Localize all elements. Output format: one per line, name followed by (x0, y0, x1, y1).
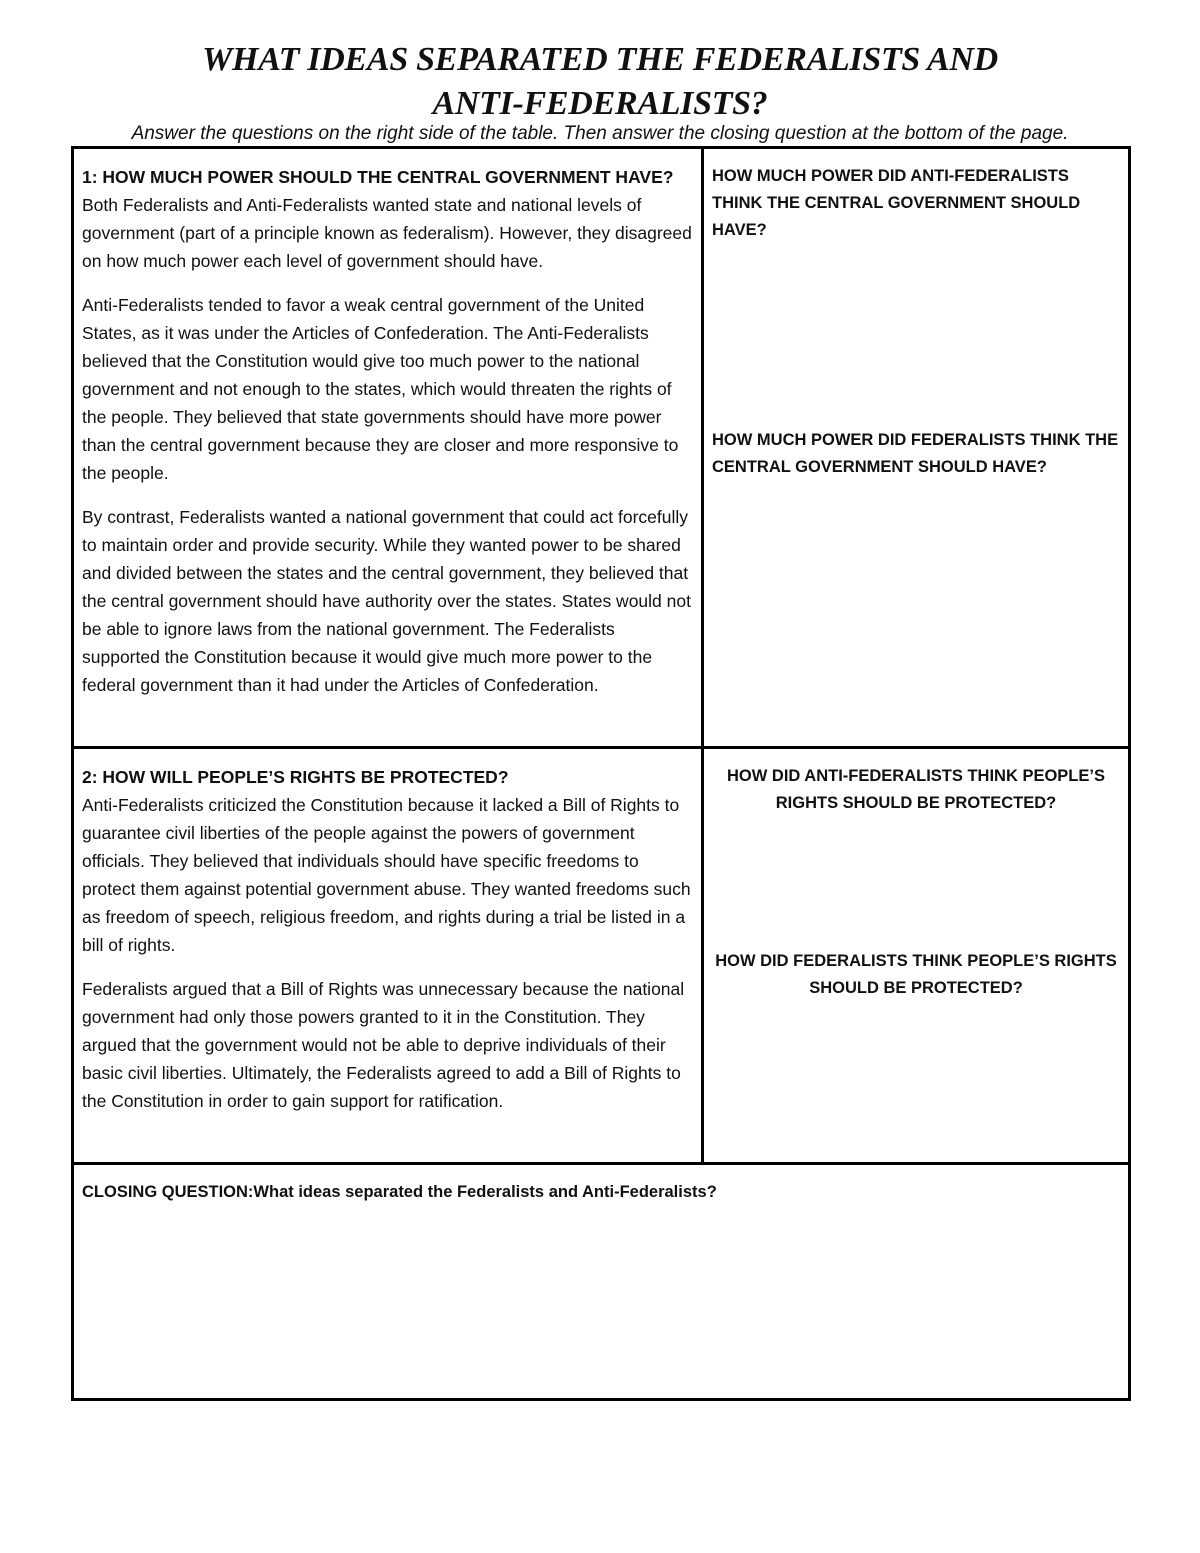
table-row-power (73, 148, 1130, 748)
section1-heading: 1: HOW MUCH POWER SHOULD THE CENTRAL GOVERNMENT HAVE? (82, 167, 674, 187)
reading-cell-power (73, 148, 703, 748)
title-line-2: ANTI-FEDERALISTS? (432, 85, 768, 122)
closing-question-label: CLOSING QUESTION: (82, 1183, 254, 1201)
closing-question-text: What ideas separated the Federalists and Anti-Federalists? (253, 1183, 717, 1201)
question-anti-federalist-rights: HOW DID ANTI-FEDERALISTS THINK PEOPLE’S RIGHTS SHOULD BE PROTECTED? (727, 767, 1105, 812)
table-row-rights (73, 748, 1130, 1164)
closing-question (82, 1179, 1120, 1206)
section2-heading: 2: HOW WILL PEOPLE’S RIGHTS BE PROTECTED? (82, 767, 509, 787)
section1-federalist-paragraph: By contrast, Federalists wanted a national government that could act forcefully to maintain order and provide security. While they wanted power to be shared and divided between the states and the central government, they believed that the central government should have authority over the states. States would not be able to ignore laws from the national government. The Federalists supported the Constitution because it would give much more power to the federal government than it had under the Articles of Confederation. (82, 507, 691, 695)
section1-intro: Both Federalists and Anti-Federalists wanted state and national levels of government (part of a principle known as federalism). However, they disagreed on how much power each level of government should have. (82, 195, 692, 271)
answer-area-power (712, 163, 1120, 738)
answer-cell-rights[interactable] (703, 748, 1130, 1164)
closing-question-cell[interactable] (73, 1164, 1130, 1400)
answer-cell-power[interactable] (703, 148, 1130, 748)
table-row-closing (73, 1164, 1130, 1400)
question-anti-federalist-power: HOW MUCH POWER DID ANTI-FEDERALISTS THINK THE CENTRAL GOVERNMENT SHOULD HAVE? (712, 167, 1081, 239)
answer-area-rights (712, 763, 1120, 1154)
worksheet-table (71, 146, 1131, 1401)
question-federalist-rights: HOW DID FEDERALISTS THINK PEOPLE’S RIGHTS SHOULD BE PROTECTED? (715, 952, 1117, 997)
section1-anti-federalist-paragraph: Anti-Federalists tended to favor a weak central government of the United States, as it was under the Articles of Confederation. The Anti-Federalists believed that the Constitution would give too much power to the national government and not enough to the states, which would threaten the rights of the people. They believed that state governments should have more power than the central government because they are closer and more responsive to the people. (82, 295, 679, 483)
section2-anti-federalist-paragraph: Anti-Federalists criticized the Constitution because it lacked a Bill of Rights to guarantee civil liberties of the people against the powers of government officials. They believed that individuals should have specific freedoms to protect them against potential government abuse. They wanted freedoms such as freedom of speech, religious freedom, and rights during a trial be listed in a bill of rights. (82, 795, 691, 955)
section2-federalist-paragraph: Federalists argued that a Bill of Rights was unnecessary because the national government had only those powers granted to it in the Constitution. They argued that the government would not be able to deprive individuals of their basic civil liberties. Ultimately, the Federalists agreed to add a Bill of Rights to the Constitution in order to gain support for ratification. (82, 979, 685, 1111)
worksheet-title (0, 38, 1200, 126)
reading-cell-rights (73, 748, 703, 1164)
question-federalist-power: HOW MUCH POWER DID FEDERALISTS THINK THE CENTRAL GOVERNMENT SHOULD HAVE? (712, 431, 1119, 476)
title-line-1: WHAT IDEAS SEPARATED THE FEDERALISTS AND (202, 41, 998, 78)
instructions: Answer the questions on the right side of the table. Then answer the closing question at the bottom of the page. (131, 123, 1069, 144)
